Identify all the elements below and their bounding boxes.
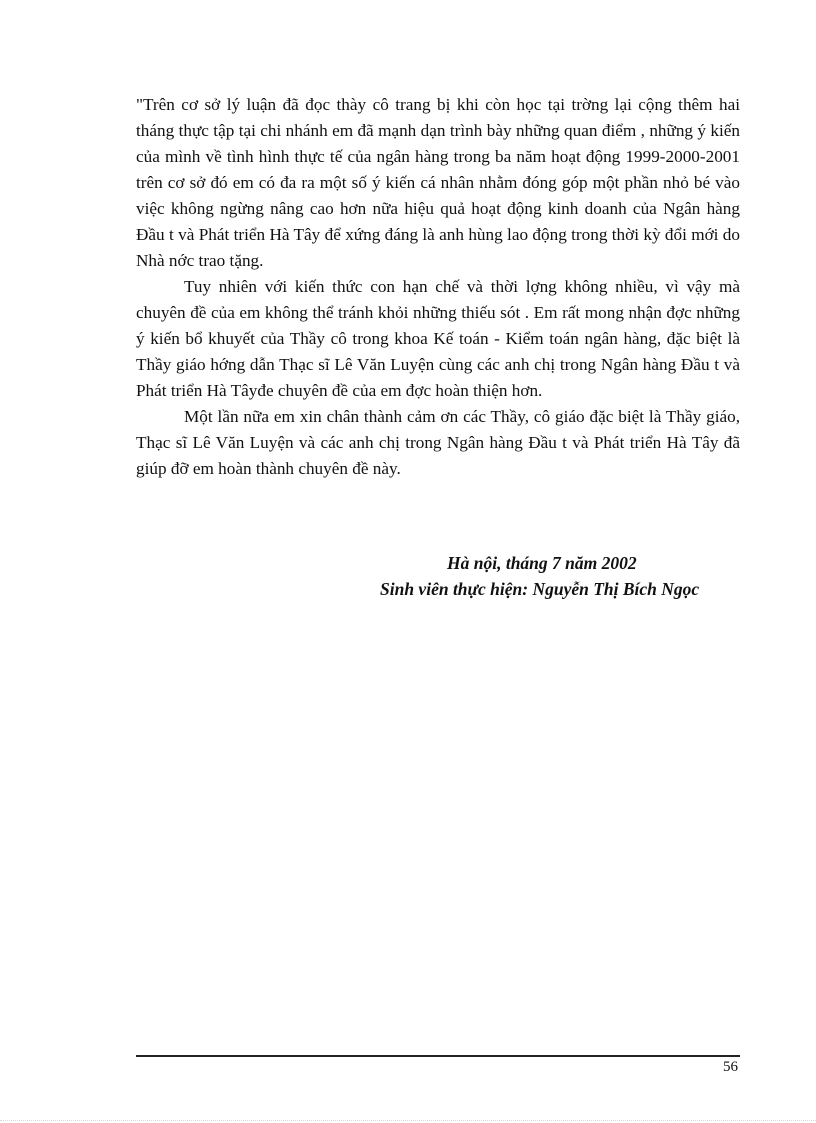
paragraph-thanks: Một lần nữa em xin chân thành cảm ơn các Thầy, cô giáo đặc biệt là Thầy giáo, Thạc sĩ Lê Văn Luyện và các anh chị trong Ngân hàng Đầu t và Phát triển Hà Tây đã giúp đỡ em hoàn thành chuyên đề này. xyxy=(136,407,740,478)
page-bottom-edge xyxy=(0,1120,816,1121)
paragraph-intro-quote: "Trên cơ sở lý luận đã đọc thày cô trang bị khi còn học tại trờng lại cộng thêm hai tháng thực tập tại chi nhánh em đã mạnh dạn trình bày những quan điểm , những ý kiến của mình về tình hình thực tế của ngân hàng trong ba năm hoạt động 1999-2000-2001 trên cơ sở đó em có đa ra một số ý kiến cá nhân nhằm đóng góp một phần nhỏ bé vào việc không ngừng nâng cao hơn nữa hiệu quả hoạt động kinh doanh của Ngân hàng Đầu t và Phát triển Hà Tây để xứng đáng là anh hùng lao động trong thời kỳ đổi mới do Nhà nớc trao tặng. xyxy=(136,95,740,270)
signature-author: Sinh viên thực hiện: Nguyễn Thị Bích Ngọc xyxy=(380,579,700,599)
page-number: 56 xyxy=(723,1059,738,1075)
signature-date: Hà nội, tháng 7 năm 2002 xyxy=(447,553,637,573)
footer-divider xyxy=(136,1055,740,1057)
signature-block xyxy=(380,550,740,602)
paragraph-limitations: Tuy nhiên với kiến thức con hạn chế và thời lợng không nhiều, vì vậy mà chuyên đề của em không thể tránh khỏi những thiếu sót . Em rất mong nhận đợc những ý kiến bổ khuyết của Thầy cô trong khoa Kế toán - Kiểm toán ngân hàng, đặc biệt là Thầy giáo hớng dẫn Thạc sĩ Lê Văn Luyện cùng các anh chị trong Ngân hàng Đầu t và Phát triển Hà Tâyđe chuyên đề của em đợc hoàn thiện hơn. xyxy=(136,277,740,400)
body-text xyxy=(136,92,740,482)
